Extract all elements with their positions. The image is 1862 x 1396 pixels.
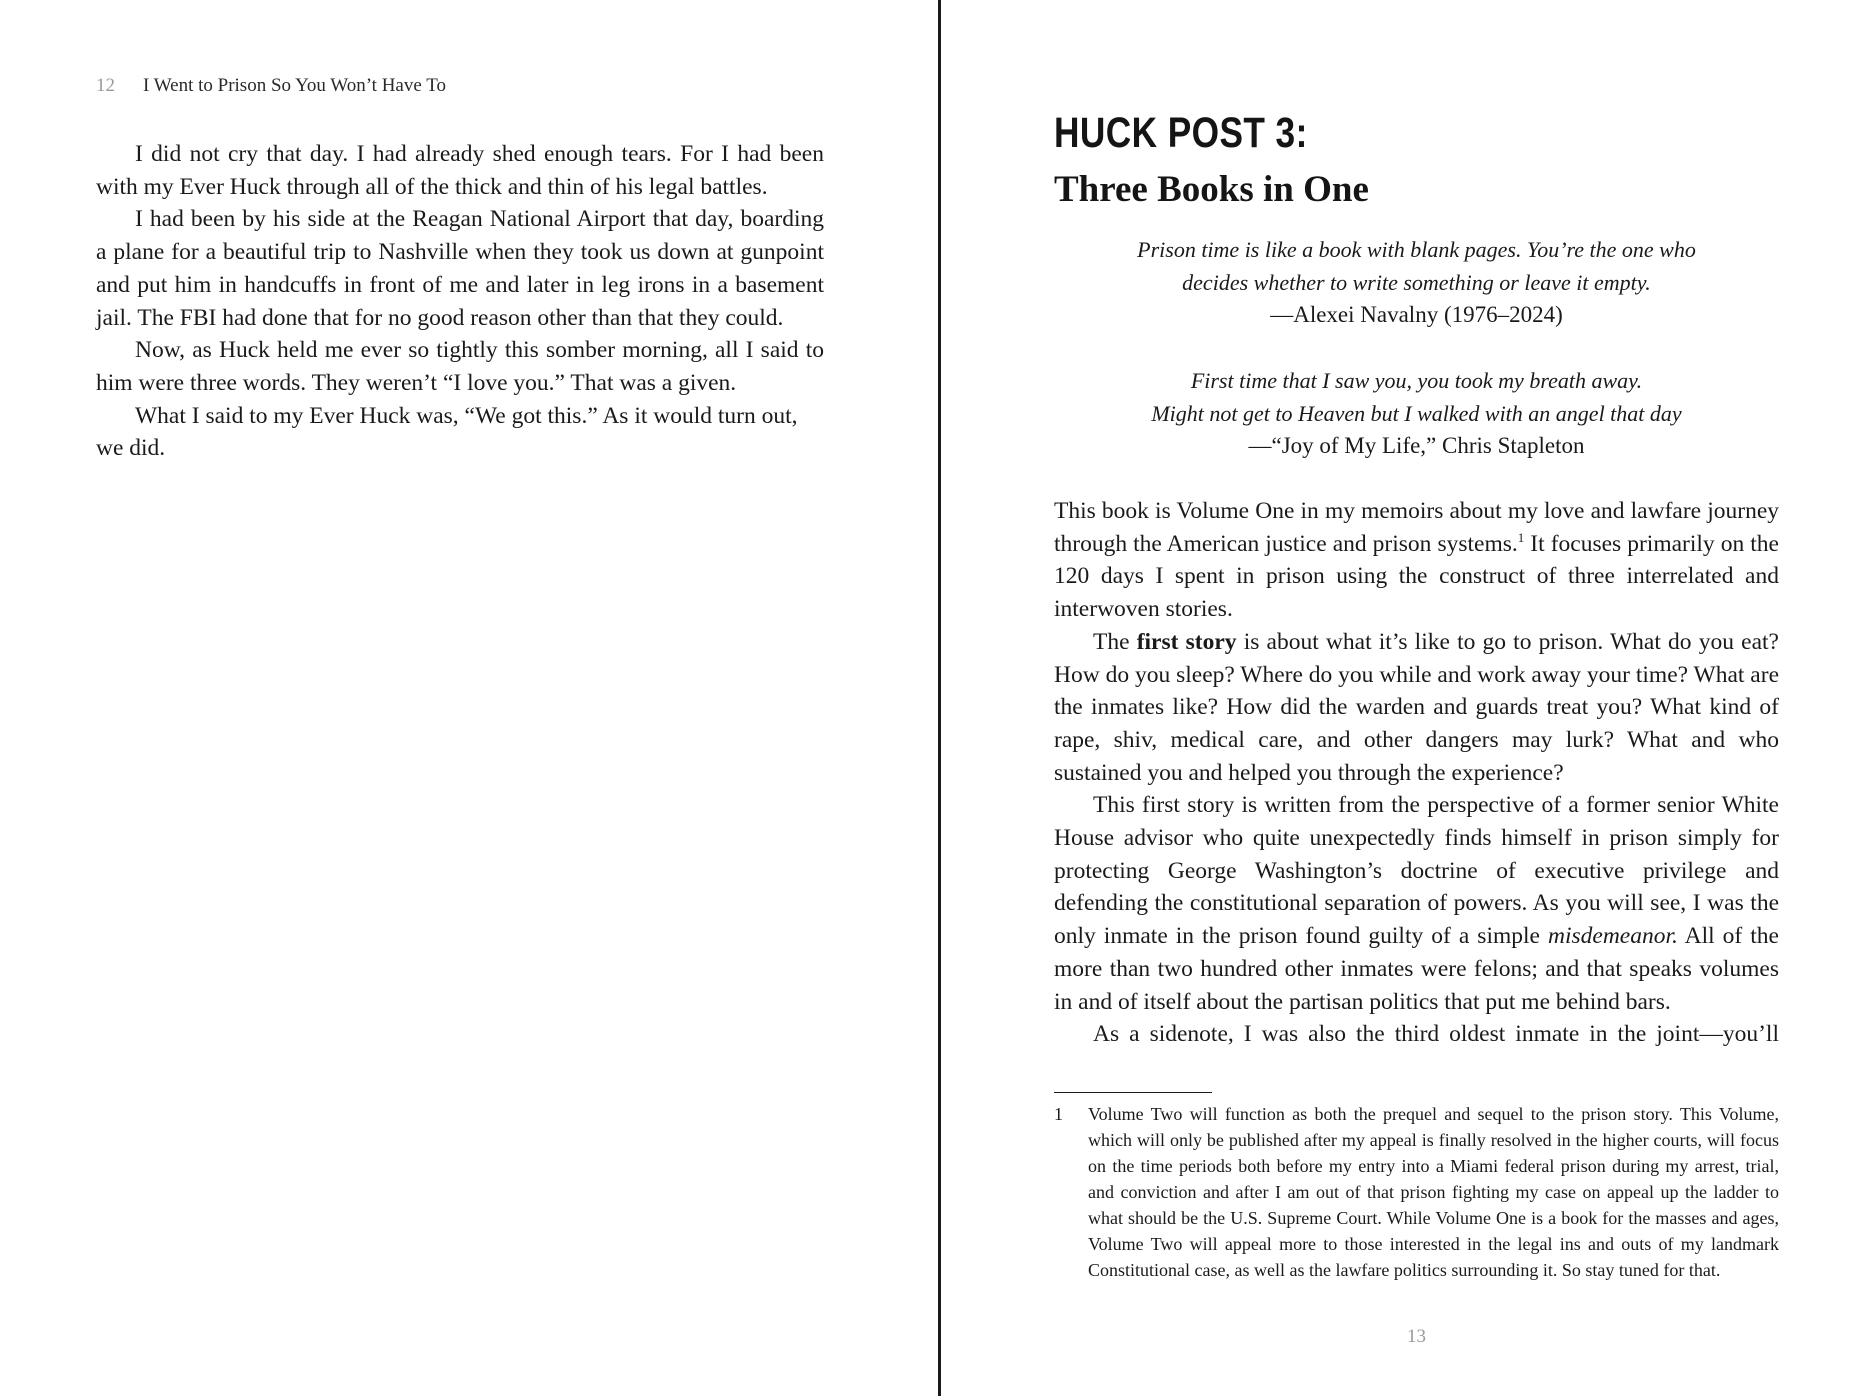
left-body-text: [96, 138, 824, 465]
emphasis-bold: first story: [1136, 628, 1237, 655]
left-paragraph-4: What I said to my Ever Huck was, “We got this.” As it would turn out, we did.: [96, 402, 798, 462]
chapter-label: HUCK POST 3:: [1054, 109, 1308, 157]
epigraph-line: decides whether to write something or leave it empty.: [1182, 269, 1651, 295]
right-paragraph-2: [1054, 626, 1779, 790]
epigraph-stapleton: [1054, 365, 1779, 463]
footnote-reference: 1: [1517, 529, 1525, 545]
epigraph-navalny: [1054, 234, 1779, 332]
footnote: [1054, 1101, 1779, 1283]
paragraph-text: This first story is written from the perspective of a former senior White House advisor who quite unexpectedly finds himself in prison simply for protecting George Washington’s doctrine of executive privilege and defending the constitutional separation of powers. As you will see, I was the only inmate in the prison found guilty of a simple: [1054, 792, 1779, 950]
epigraph-line: Might not get to Heaven but I walked with an angel that day: [1151, 400, 1682, 426]
epigraph-line: Prison time is like a book with blank pages. You’re the one who: [1137, 237, 1696, 262]
paragraph-text: This book is Volume One in my memoirs about my love and lawfare journey through the American justice and prison systems.: [1054, 498, 1779, 557]
left-paragraph-3: Now, as Huck held me ever so tightly this somber morning, all I said to him were three words. They weren’t “I love you.” That was a given.: [96, 337, 824, 396]
epigraph-line: First time that I saw you, you took my breath away.: [1190, 368, 1643, 393]
footnote-number: 1: [1054, 1104, 1063, 1124]
right-body-text: [1054, 495, 1779, 1051]
epigraph-attribution: —Alexei Navalny (1976–2024): [1270, 302, 1563, 328]
right-paragraph-4: As a sidenote, I was also the third oldest inmate in the joint—you’ll: [1093, 1021, 1779, 1048]
footnote-text: Volume Two will function as both the prequel and sequel to the prison story. This Volume, which will only be published after my appeal is finally resolved in the higher courts, will focus on the time periods both before my entry into a Miami federal prison during my arrest, trial, and conviction and after I am out of that prison fighting my case on appeal up the ladder to what should be the U.S. Supreme Court. While Volume One is a book for the masses and ages, Volume Two will appeal more to those interested in the legal ins and outs of my landmark Constitutional case, as well as the lawfare politics surrounding it. So stay tuned for that.: [1088, 1104, 1779, 1280]
right-page: [941, 0, 1862, 1396]
left-paragraph-2: I had been by his side at the Reagan National Airport that day, boarding a plane for a beautiful trip to Nashville when they took us down at gunpoint and put him in handcuffs in front of me and later in leg irons in a basement jail. The FBI had done that for no good reason other than that they could.: [96, 206, 824, 331]
left-paragraph-1: I did not cry that day. I had already shed enough tears. For I had been with my Ever Huck through all of the thick and thin of his legal battles.: [96, 141, 824, 200]
emphasis-italic: misdemeanor.: [1548, 923, 1678, 950]
footnote-rule: [1054, 1092, 1212, 1093]
paragraph-text: The: [1093, 628, 1137, 655]
paragraph-text: It focuses primarily on the 120 days I spent in prison using the construct of three interrelated and interwoven stories.: [1054, 530, 1779, 623]
paragraph-text: is about what it’s like to go to prison. What do you eat? How do you sleep? Where do you while and work away your time? What are the inmates like? How did the warden and guards treat you? What kind of rape, shiv, medical care, and other dangers may lurk? What and who sustained you and helped you through the experience?: [1054, 628, 1779, 786]
right-paragraph-1: [1054, 495, 1779, 626]
running-head: [96, 75, 446, 97]
left-page-number: 12: [96, 75, 115, 96]
running-head-title: I Went to Prison So You Won’t Have To: [143, 75, 446, 96]
chapter-title: Three Books in One: [1054, 169, 1369, 210]
epigraph-attribution: —“Joy of My Life,” Chris Stapleton: [1248, 433, 1585, 459]
paragraph-text: All of the more than two hundred other inmates were felons; and that speaks volumes in and of itself about the partisan politics that put me behind bars.: [1054, 923, 1779, 1015]
right-page-number: 13: [1407, 1326, 1426, 1347]
right-paragraph-3: [1054, 789, 1779, 1018]
